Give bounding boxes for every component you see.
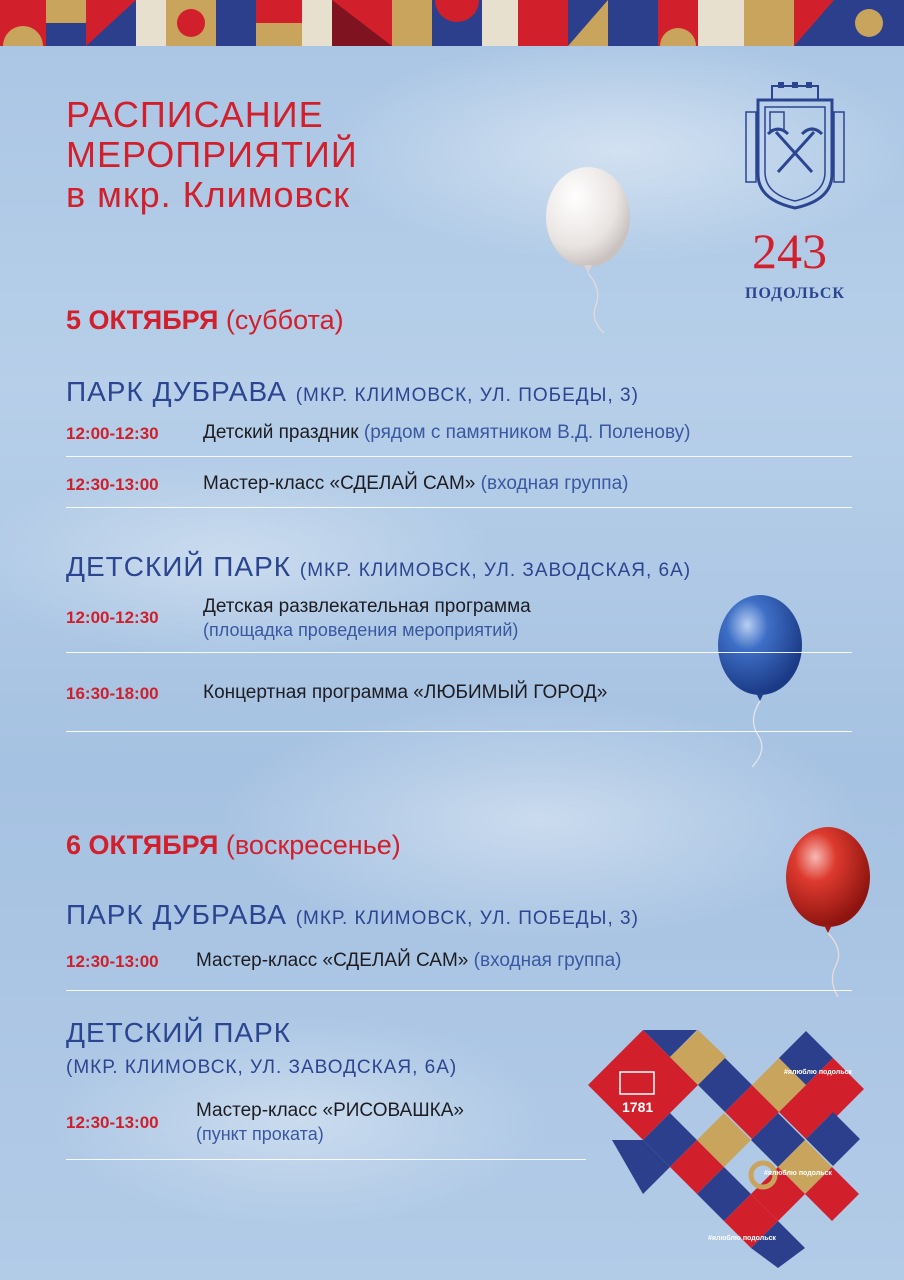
day2-park2-name: ДЕТСКИЙ ПАРК xyxy=(66,1017,292,1048)
blue-balloon-icon xyxy=(712,595,812,770)
title-line-3: в мкр. Климовск xyxy=(66,174,350,215)
heart-logo-icon xyxy=(588,1030,864,1268)
park-address: (МКР. КЛИМОВСК, УЛ. ПОБЕДЫ, 3) xyxy=(295,908,639,929)
event-title: Мастер-класс «СДЕЛАЙ САМ» xyxy=(196,950,469,971)
divider xyxy=(66,990,852,991)
day1-park2-heading xyxy=(66,551,691,583)
title-line-1: РАСПИСАНИЕ xyxy=(66,94,324,135)
event-place: (входная группа) xyxy=(473,950,622,971)
city-name: ПОДОЛЬСК xyxy=(745,285,846,302)
day2-date: 6 ОКТЯБРЯ xyxy=(66,830,219,860)
day1-park1-heading xyxy=(66,376,639,408)
event-time: 16:30-18:00 xyxy=(66,684,159,703)
park-name: ПАРК ДУБРАВА xyxy=(66,376,287,407)
event-time: 12:00-12:30 xyxy=(66,608,159,627)
coat-of-arms-icon xyxy=(738,82,852,212)
day2-park1-heading xyxy=(66,899,639,931)
park-address: (МКР. КЛИМОВСК, УЛ. ПОБЕДЫ, 3) xyxy=(295,385,639,406)
event-line xyxy=(203,473,628,495)
heart-year: 1781 xyxy=(622,1099,654,1115)
white-balloon-icon xyxy=(540,165,640,335)
event-place: (площадка проведения мероприятий) xyxy=(203,620,519,640)
poster-title xyxy=(66,95,358,215)
event-title: Концертная программа «ЛЮБИМЫЙ ГОРОД» xyxy=(203,682,608,703)
day1-heading xyxy=(66,305,344,336)
heart-tag-2: #ялюблю подольск xyxy=(764,1170,832,1177)
divider xyxy=(66,1159,586,1160)
red-balloon-icon xyxy=(780,825,880,1000)
event-title: Мастер-класс «РИСОВАШКА» xyxy=(196,1100,464,1121)
decorative-top-band xyxy=(0,0,904,46)
anniversary-number: 243 xyxy=(752,223,827,279)
divider xyxy=(66,731,852,732)
divider xyxy=(66,652,852,653)
event-title: Детская развлекательная программа xyxy=(203,596,531,617)
event-title: Мастер-класс «СДЕЛАЙ САМ» xyxy=(203,473,476,494)
event-title: Детский праздник xyxy=(203,422,359,443)
title-line-2: МЕРОПРИЯТИЙ xyxy=(66,134,358,175)
heart-tag-1: #ялюблю подольск xyxy=(784,1069,852,1076)
event-time: 12:30-13:00 xyxy=(66,1113,159,1132)
heart-tag-3: #ялюблю подольск xyxy=(708,1235,776,1242)
event-place: (входная группа) xyxy=(480,473,629,494)
park-name: ПАРК ДУБРАВА xyxy=(66,899,287,930)
event-time: 12:00-12:30 xyxy=(66,424,159,443)
event-time: 12:30-13:00 xyxy=(66,952,159,971)
day2-park2-address: (МКР. КЛИМОВСК, УЛ. ЗАВОДСКАЯ, 6А) xyxy=(66,1057,458,1078)
day1-date: 5 ОКТЯБРЯ xyxy=(66,305,219,335)
event-line xyxy=(203,422,691,444)
day1-weekday: (суббота) xyxy=(225,305,344,335)
event-place: (рядом с памятником В.Д. Поленову) xyxy=(363,422,691,443)
event-line xyxy=(196,950,621,972)
divider xyxy=(66,507,852,508)
divider xyxy=(66,456,852,457)
event-time: 12:30-13:00 xyxy=(66,475,159,494)
park-address: (МКР. КЛИМОВСК, УЛ. ЗАВОДСКАЯ, 6А) xyxy=(299,560,692,581)
park-name: ДЕТСКИЙ ПАРК xyxy=(66,551,292,582)
day2-weekday: (воскресенье) xyxy=(225,830,401,860)
event-place: (пункт проката) xyxy=(196,1124,324,1144)
day2-heading xyxy=(66,830,401,861)
